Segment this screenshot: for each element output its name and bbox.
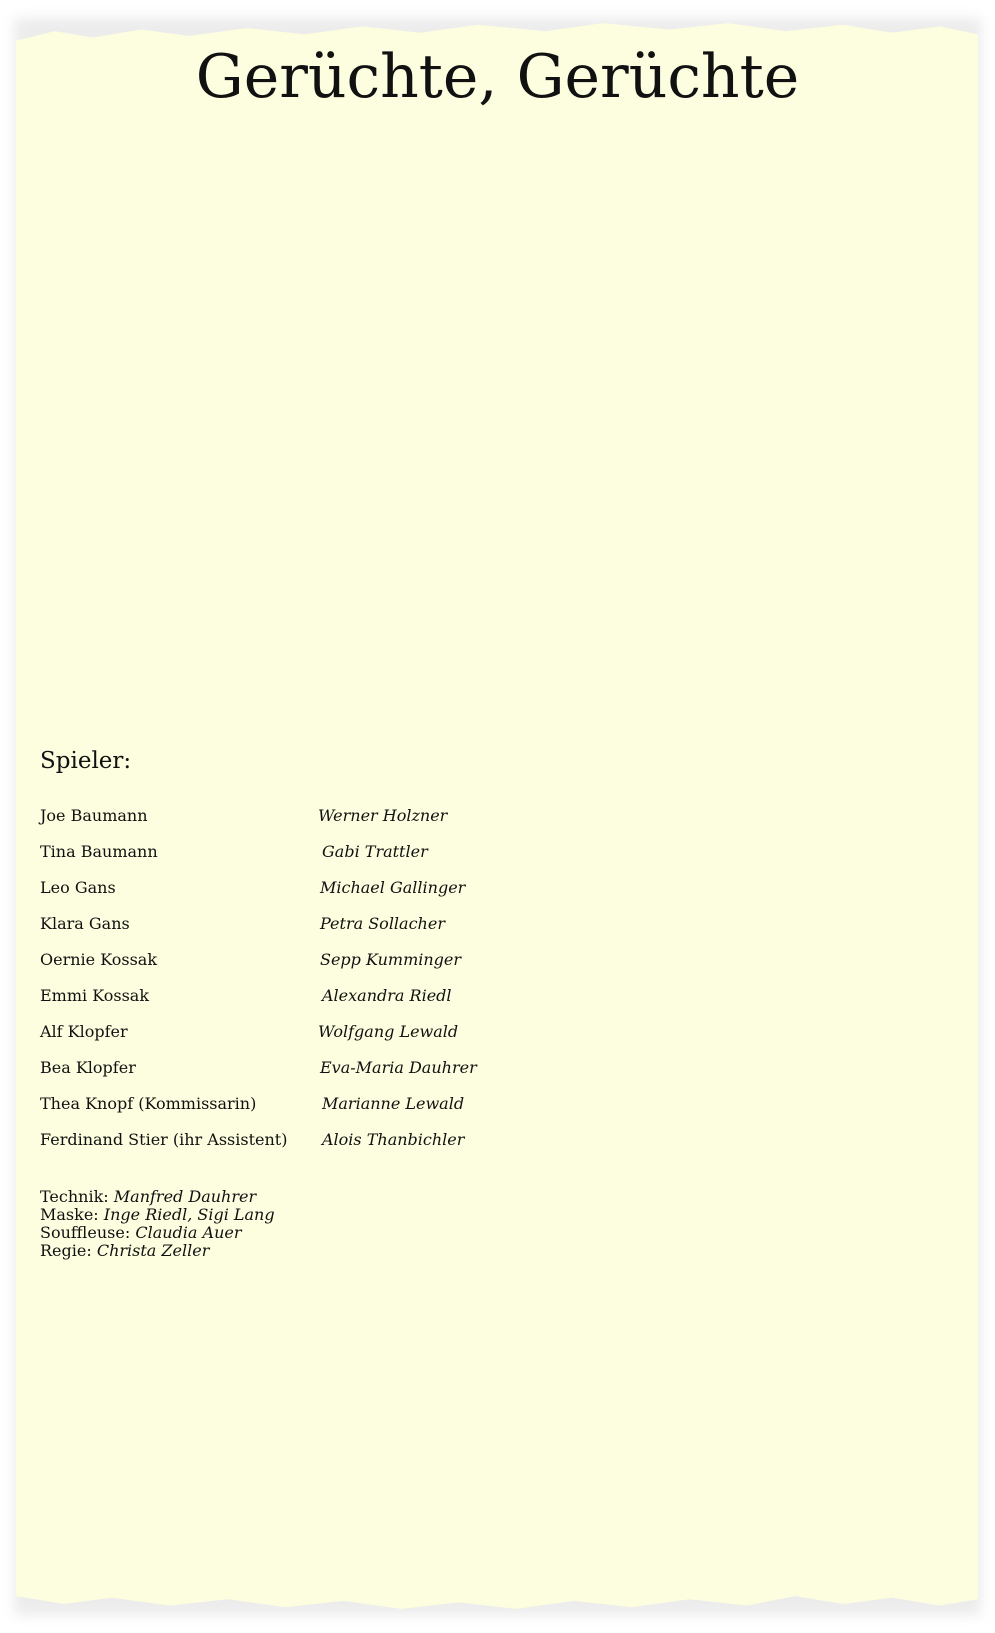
page-title: Gerüchte, Gerüchte bbox=[195, 42, 800, 112]
cast-row bbox=[40, 806, 640, 842]
cast-row bbox=[40, 950, 640, 986]
crew-credits bbox=[40, 1188, 275, 1260]
cast-row bbox=[40, 1094, 640, 1130]
cast-actor: Alois Thanbichler bbox=[322, 1130, 465, 1149]
crew-line bbox=[40, 1242, 275, 1260]
cast-role: Emmi Kossak bbox=[40, 986, 150, 1005]
cast-role: Alf Klopfer bbox=[40, 1022, 128, 1041]
cast-row bbox=[40, 1022, 640, 1058]
cast-heading: Spieler: bbox=[40, 748, 132, 774]
cast-actor: Wolfgang Lewald bbox=[318, 1022, 459, 1041]
cast-role: Thea Knopf (Kommissarin) bbox=[40, 1094, 257, 1113]
cast-actor: Petra Sollacher bbox=[320, 914, 445, 933]
cast-row bbox=[40, 914, 640, 950]
cast-row bbox=[40, 1130, 640, 1166]
cast-actor: Werner Holzner bbox=[318, 806, 448, 825]
cast-actor: Eva-Maria Dauhrer bbox=[320, 1058, 477, 1077]
cast-row bbox=[40, 986, 640, 1022]
cast-role: Oernie Kossak bbox=[40, 950, 158, 969]
cast-actor: Michael Gallinger bbox=[320, 878, 466, 897]
cast-row bbox=[40, 1058, 640, 1094]
crew-name: Claudia Auer bbox=[135, 1223, 242, 1242]
cast-role: Bea Klopfer bbox=[40, 1058, 136, 1077]
cast-role: Ferdinand Stier (ihr Assistent) bbox=[40, 1130, 288, 1149]
cast-actor: Gabi Trattler bbox=[322, 842, 428, 861]
cast-role: Klara Gans bbox=[40, 914, 130, 933]
cast-row bbox=[40, 842, 640, 878]
cast-role: Tina Baumann bbox=[40, 842, 158, 861]
cast-list bbox=[40, 806, 640, 1166]
cast-actor: Alexandra Riedl bbox=[322, 986, 452, 1005]
crew-name: Inge Riedl, Sigi Lang bbox=[103, 1205, 275, 1224]
crew-label: Maske: bbox=[40, 1205, 99, 1224]
crew-line bbox=[40, 1188, 275, 1206]
cast-row bbox=[40, 878, 640, 914]
cast-role: Joe Baumann bbox=[40, 806, 148, 825]
cast-actor: Marianne Lewald bbox=[322, 1094, 465, 1113]
crew-line bbox=[40, 1224, 275, 1242]
cast-actor: Sepp Kumminger bbox=[320, 950, 462, 969]
crew-label: Souffleuse: bbox=[40, 1223, 131, 1242]
crew-line bbox=[40, 1206, 275, 1224]
crew-name: Christa Zeller bbox=[96, 1241, 210, 1260]
crew-label: Technik: bbox=[40, 1187, 109, 1206]
crew-name: Manfred Dauhrer bbox=[113, 1187, 257, 1206]
cast-role: Leo Gans bbox=[40, 878, 116, 897]
crew-label: Regie: bbox=[40, 1241, 92, 1260]
